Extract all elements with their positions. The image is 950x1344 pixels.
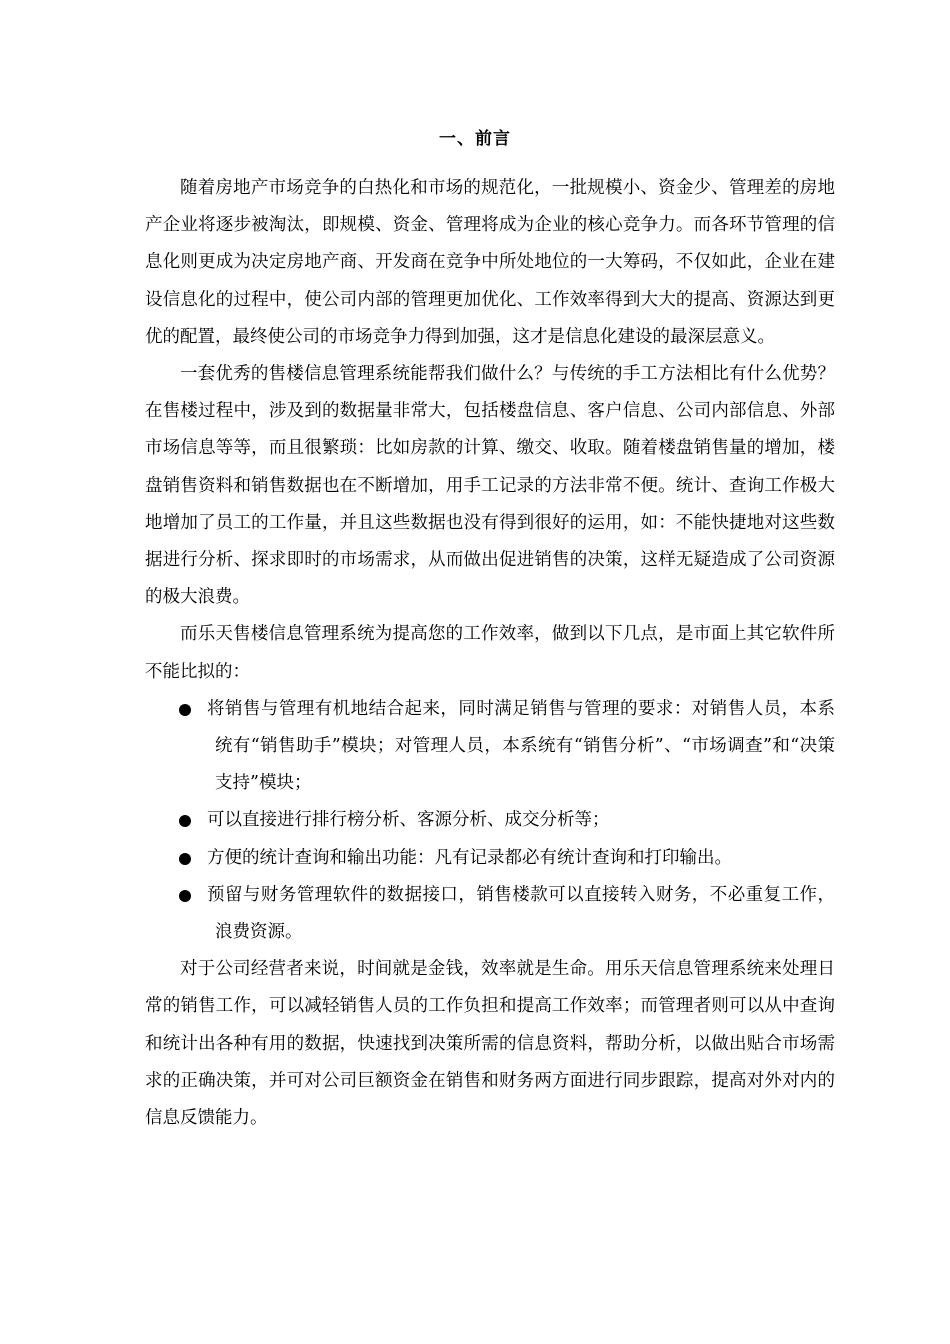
paragraph-intro-3: 而乐天售楼信息管理系统为提高您的工作效率，做到以下几点，是市面上其它软件所不能比拟的：: [145, 624, 835, 682]
document-body: [145, 170, 835, 1137]
bullet-icon: [179, 704, 191, 716]
list-item: [145, 840, 835, 877]
list-item: [145, 802, 835, 839]
list-item-text: 可以直接进行排行榜分析、客源分析、成交分析等；: [207, 810, 610, 831]
paragraph-intro-1: 随着房地产市场竞争的白热化和市场的规范化，一批规模小、资金少、管理差的房地产企业将逐步被淘汰，即规模、资金、管理将成为企业的核心竞争力。而各环节管理的信息化则更成为决定房地产商、开发商在竞争中所处地位的一大筹码，不仅如此，企业在建设信息化的过程中，使公司内部的管理更加优化、工作效率得到大大的提高、资源达到更优的配置，最终使公司的市场竞争力得到加强，这才是信息化建设的最深层意义。: [145, 178, 835, 347]
list-item: [145, 877, 835, 951]
bullet-icon: [179, 890, 191, 902]
paragraph-closing: 对于公司经营者来说，时间就是金钱，效率就是生命。用乐天信息管理系统来处理日常的销售工作，可以减轻销售人员的工作负担和提高工作效率；而管理者则可以从中查询和统计出各种有用的数据，快速找到决策所需的信息资料，帮助分析，以做出贴合市场需求的正确决策，并可对公司巨额资金在销售和财务两方面进行同步跟踪，提高对外对内的信息反馈能力。: [145, 959, 835, 1129]
page-title: 一、前言: [439, 129, 511, 149]
list-item-text: 将销售与管理有机地结合起来，同时满足销售与管理的要求：对销售人员，本系统有“销售助手”模块；对管理人员，本系统有“销售分析”、“市场调查”和“决策支持”模块；: [207, 698, 835, 794]
list-item-text: 方便的统计查询和输出功能：凡有记录都必有统计查询和打印输出。: [207, 847, 732, 868]
list-item: [145, 691, 835, 803]
bullet-icon: [179, 815, 191, 827]
list-item-text: 预留与财务管理软件的数据接口，销售楼款可以直接转入财务，不必重复工作，浪费资源。: [207, 884, 835, 943]
paragraph-intro-2: 一套优秀的售楼信息管理系统能帮我们做什么？与传统的手工方法相比有什么优势？在售楼过程中，涉及到的数据量非常大，包括楼盘信息、客户信息、公司内部信息、外部市场信息等等，而且很繁琐：比如房款的计算、缴交、收取。随着楼盘销售量的增加，楼盘销售资料和销售数据也在不断增加，用手工记录的方法非常不便。统计、查询工作极大地增加了员工的工作量，并且这些数据也没有得到很好的运用，如：不能快捷地对这些数据进行分析、探求即时的市场需求，从而做出促进销售的决策，这样无疑造成了公司资源的极大浪费。: [145, 364, 835, 608]
bullet-icon: [179, 853, 191, 865]
feature-list: [145, 691, 835, 951]
